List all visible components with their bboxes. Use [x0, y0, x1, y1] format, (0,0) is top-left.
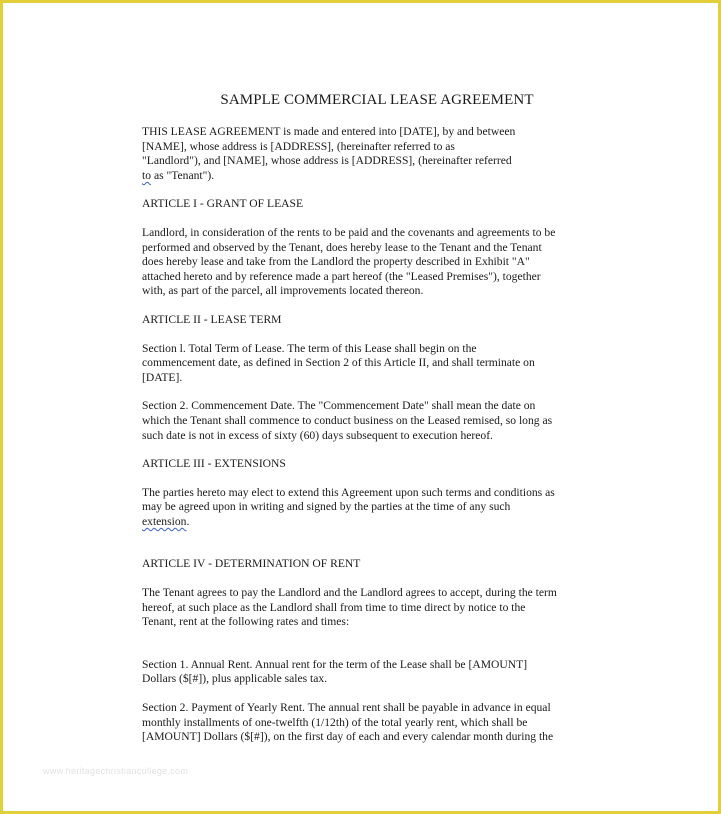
article-3-paragraph — [142, 486, 604, 530]
intro-paragraph — [142, 125, 604, 183]
text-line: may be agreed upon in writing and signed by the parties at the time of any such — [142, 500, 511, 514]
spellcheck-word: extension — [142, 514, 187, 528]
text-line: [NAME], whose address is [ADDRESS], (hereinafter referred to as — [142, 139, 455, 153]
text-line: commencement date, as defined in Section 2 of this Article II, and shall terminate on — [142, 356, 535, 370]
text-line: The Tenant agrees to pay the Landlord and the Landlord agrees to accept, during the term — [142, 586, 557, 600]
text-line: Section 2. Commencement Date. The "Commencement Date" shall mean the date on — [142, 399, 536, 413]
article-4-section-2 — [142, 701, 604, 745]
text-line: Section 1. Annual Rent. Annual rent for the term of the Lease shall be [AMOUNT] — [142, 657, 528, 671]
text-line: Section 2. Payment of Yearly Rent. The annual rent shall be payable in advance in equal — [142, 701, 551, 715]
article-1-heading: ARTICLE I - GRANT OF LEASE — [142, 197, 304, 211]
article-2-heading: ARTICLE II - LEASE TERM — [142, 312, 282, 326]
text-line: monthly installments of one-twelfth (1/12th) of the total yearly rent, which shall be — [142, 715, 528, 729]
text-line — [142, 169, 604, 184]
text-line: [AMOUNT] Dollars ($[#]), on the first day of each and every calendar month during the — [142, 730, 554, 744]
article-4-section-1 — [142, 658, 604, 687]
text-line: attached hereto and by reference made a part hereof (the "Leased Premises"), together — [142, 269, 541, 283]
text-fragment: as "Tenant"). — [153, 168, 215, 182]
text-line: [DATE]. — [142, 370, 183, 384]
text-line: does hereby lease and take from the Landlord the property described in Exhibit "A" — [142, 255, 530, 269]
spacer — [142, 644, 604, 658]
text-line: Section l. Total Term of Lease. The term of this Lease shall begin on the — [142, 341, 477, 355]
spacer — [142, 543, 604, 557]
document-title: SAMPLE COMMERCIAL LEASE AGREEMENT — [220, 92, 534, 108]
text-line: "Landlord"), and [NAME], whose address is [ADDRESS], (hereinafter referred — [142, 154, 512, 168]
text-fragment: . — [186, 514, 190, 528]
text-line: performed and observed by the Tenant, does hereby lease to the Tenant and the Tenant — [142, 240, 542, 254]
article-3-heading: ARTICLE III - EXTENSIONS — [142, 457, 286, 471]
watermark-text: www.heritagechristiancollege.com — [43, 766, 189, 776]
article-4-intro — [142, 586, 604, 630]
text-line: with, as part of the parcel, all improvements located thereon. — [142, 284, 424, 298]
text-line: The parties hereto may elect to extend this Agreement upon such terms and conditions as — [142, 485, 555, 499]
text-line: Landlord, in consideration of the rents to be paid and the covenants and agreements to be — [142, 225, 556, 239]
text-line: hereof, at such place as the Landlord shall from time to time direct by notice to the — [142, 600, 526, 614]
text-line: Dollars ($[#]), plus applicable sales tax. — [142, 672, 328, 686]
article-2-section-2 — [142, 399, 604, 443]
article-4-heading: ARTICLE IV - DETERMINATION OF RENT — [142, 557, 361, 571]
text-line: which the Tenant shall commence to conduct business on the Leased remised, so long as — [142, 413, 553, 427]
article-2-section-1 — [142, 342, 604, 386]
text-line: THIS LEASE AGREEMENT is made and entered into [DATE], by and between — [142, 125, 516, 138]
text-line: such date is not in excess of sixty (60) days subsequent to execution hereof. — [142, 428, 493, 442]
text-line: Tenant, rent at the following rates and times: — [142, 615, 350, 629]
document-page — [142, 91, 604, 759]
article-1-paragraph — [142, 226, 604, 299]
text-line — [142, 515, 604, 530]
spellcheck-word: to — [142, 168, 152, 182]
